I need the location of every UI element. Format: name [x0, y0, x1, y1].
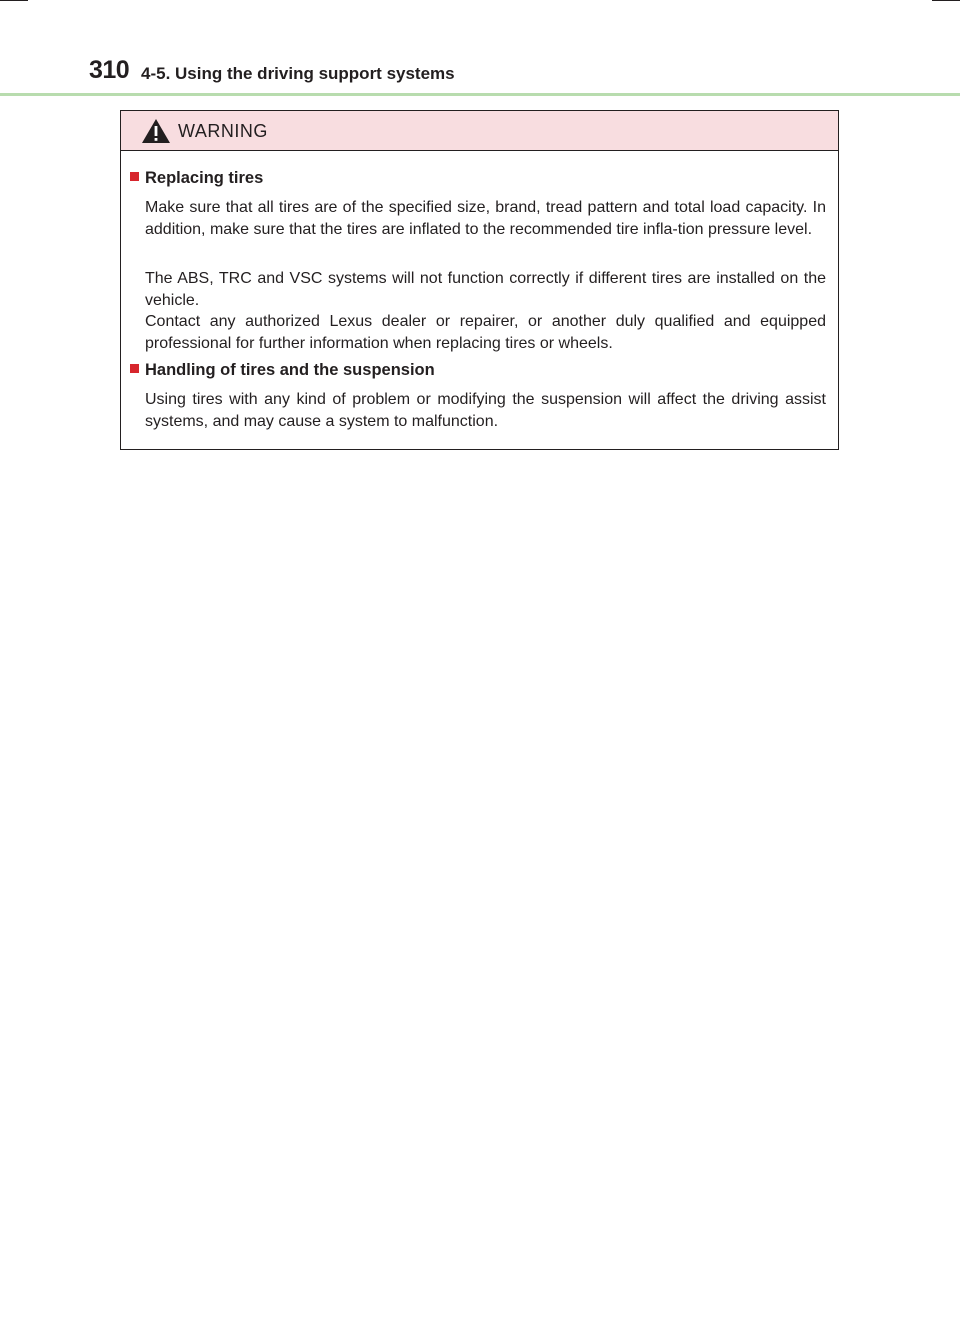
item-title-handling-tires-suspension [130, 361, 435, 380]
item-title-text: Replacing tires [145, 169, 264, 187]
page-number: 310 [89, 56, 130, 84]
paragraph: Contact any authorized Lexus dealer or repairer, or another duly qualified and equipped professional for further information when replacing tires or wheels. [145, 313, 826, 352]
warning-triangle-icon [141, 118, 171, 144]
crop-mark-left [0, 0, 28, 1]
warning-label: WARNING [178, 121, 268, 141]
page-header [89, 56, 889, 90]
paragraph: Make sure that all tires are of the specified size, brand, tread pattern and total load capacity. In addition, make sure that the tires are inflated to the recommended tire infla-tion pressure level. [145, 199, 826, 238]
paragraph: Using tires with any kind of problem or modifying the suspension will affect the driving assist systems, and may cause a system to malfunction. [145, 391, 826, 430]
paragraph: The ABS, TRC and VSC systems will not function correctly if different tires are installed on the vehicle. [145, 270, 826, 309]
section-title: 4-5. Using the driving support systems [141, 64, 455, 83]
warning-box [120, 110, 839, 450]
warning-header [121, 111, 838, 151]
header-rule [0, 93, 960, 96]
bullet-square-icon [130, 172, 139, 181]
bullet-square-icon [130, 364, 139, 373]
item-title-text: Handling of tires and the suspension [145, 361, 435, 379]
crop-mark-right [932, 0, 960, 1]
item-title-replacing-tires [130, 169, 263, 188]
